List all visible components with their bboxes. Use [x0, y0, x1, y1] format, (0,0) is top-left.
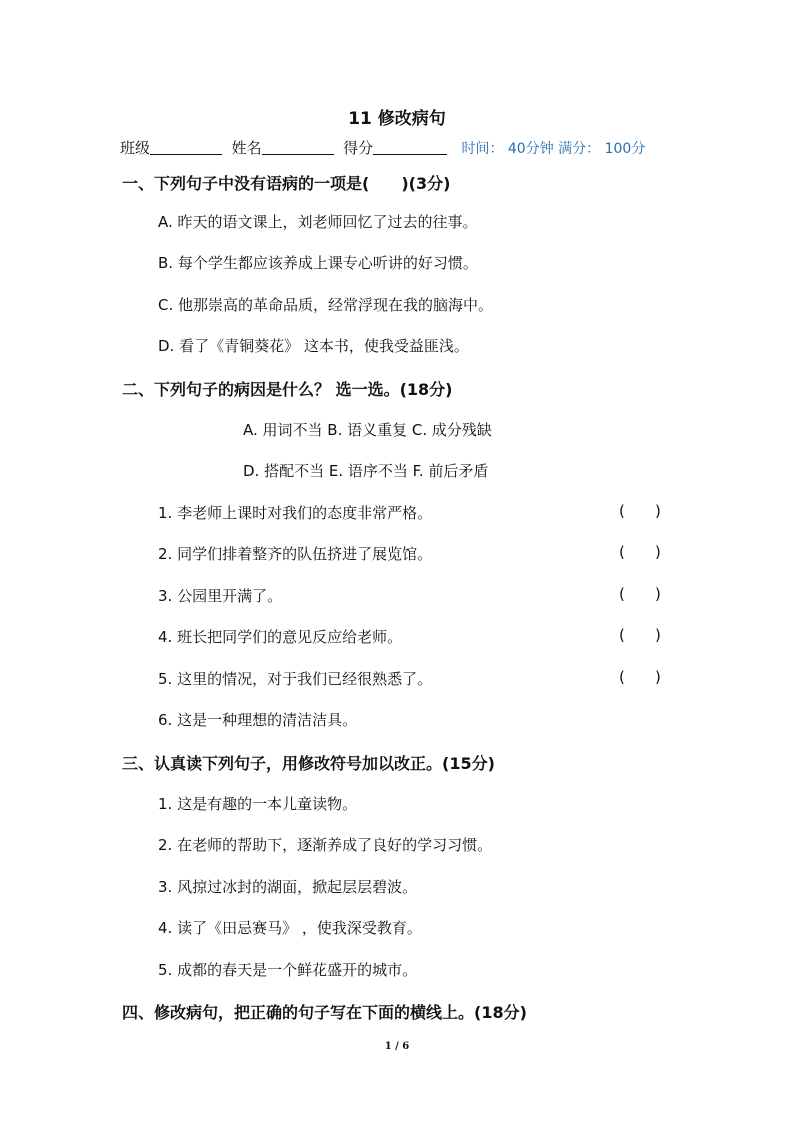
answer-parentheses-2: ( ) — [619, 543, 661, 561]
student-info-line — [120, 137, 645, 158]
section3-item-3: 3. 风掠过冰封的湖面，掀起层层碧波。 — [158, 878, 418, 896]
section4-heading: 四、修改病句，把正确的句子写在下面的横线上。(18分) — [122, 1003, 527, 1022]
section2-item-6: 6. 这是一种理想的清洁洁具。 — [158, 711, 358, 729]
section1-option-c: C. 他那崇高的革命品质，经常浮现在我的脑海中。 — [158, 296, 494, 314]
answer-parentheses-5: ( ) — [619, 668, 661, 686]
section3-item-4: 4. 读了《田忌赛马》 ，使我深受教育。 — [158, 919, 422, 937]
section2-choices-row1: A. 用词不当 B. 语义重复 C. 成分残缺 — [243, 421, 492, 439]
answer-parentheses-3: ( ) — [619, 585, 661, 603]
answer-parentheses-1: ( ) — [619, 502, 661, 520]
answer-parentheses-4: ( ) — [619, 626, 661, 644]
score-blank — [373, 140, 447, 155]
name-blank — [262, 140, 334, 155]
section3-item-1: 1. 这是有趣的一本儿童读物。 — [158, 795, 358, 813]
section2-choices-row2: D. 搭配不当 E. 语序不当 F. 前后矛盾 — [243, 462, 489, 480]
class-label: 班级 — [120, 139, 151, 157]
section2-heading: 二、下列句子的病因是什么？ 选一选。(18分) — [122, 380, 453, 399]
name-label: 姓名 — [231, 139, 262, 157]
section3-item-2: 2. 在老师的帮助下，逐渐养成了良好的学习习惯。 — [158, 836, 493, 854]
section1-option-d: D. 看了《青铜葵花》 这本书，使我受益匪浅。 — [158, 337, 469, 355]
section2-item-2: 2. 同学们排着整齐的队伍挤进了展览馆。 — [158, 545, 433, 563]
section1-option-a: A. 昨天的语文课上，刘老师回忆了过去的往事。 — [158, 213, 478, 231]
section1-heading: 一、下列句子中没有语病的一项是( )(3分) — [122, 174, 451, 193]
section2-item-4: 4. 班长把同学们的意见反应给老师。 — [158, 628, 403, 646]
section3-heading: 三、认真读下列句子，用修改符号加以改正。(15分) — [122, 754, 495, 773]
class-blank — [150, 140, 222, 155]
section1-option-b: B. 每个学生都应该养成上课专心听讲的好习惯。 — [158, 254, 478, 272]
worksheet-title: 11 修改病句 — [348, 109, 446, 129]
section2-item-3: 3. 公园里开满了。 — [158, 587, 283, 605]
score-label: 得分 — [343, 139, 374, 157]
section3-item-5: 5. 成都的春天是一个鲜花盛开的城市。 — [158, 961, 418, 979]
time-score-info: 时间： 40分钟 满分： 100分 — [461, 141, 646, 157]
section2-item-1: 1. 李老师上课时对我们的态度非常严格。 — [158, 504, 433, 522]
page-number: 1 / 6 — [384, 1041, 410, 1052]
section2-item-5: 5. 这里的情况，对于我们已经很熟悉了。 — [158, 670, 433, 688]
